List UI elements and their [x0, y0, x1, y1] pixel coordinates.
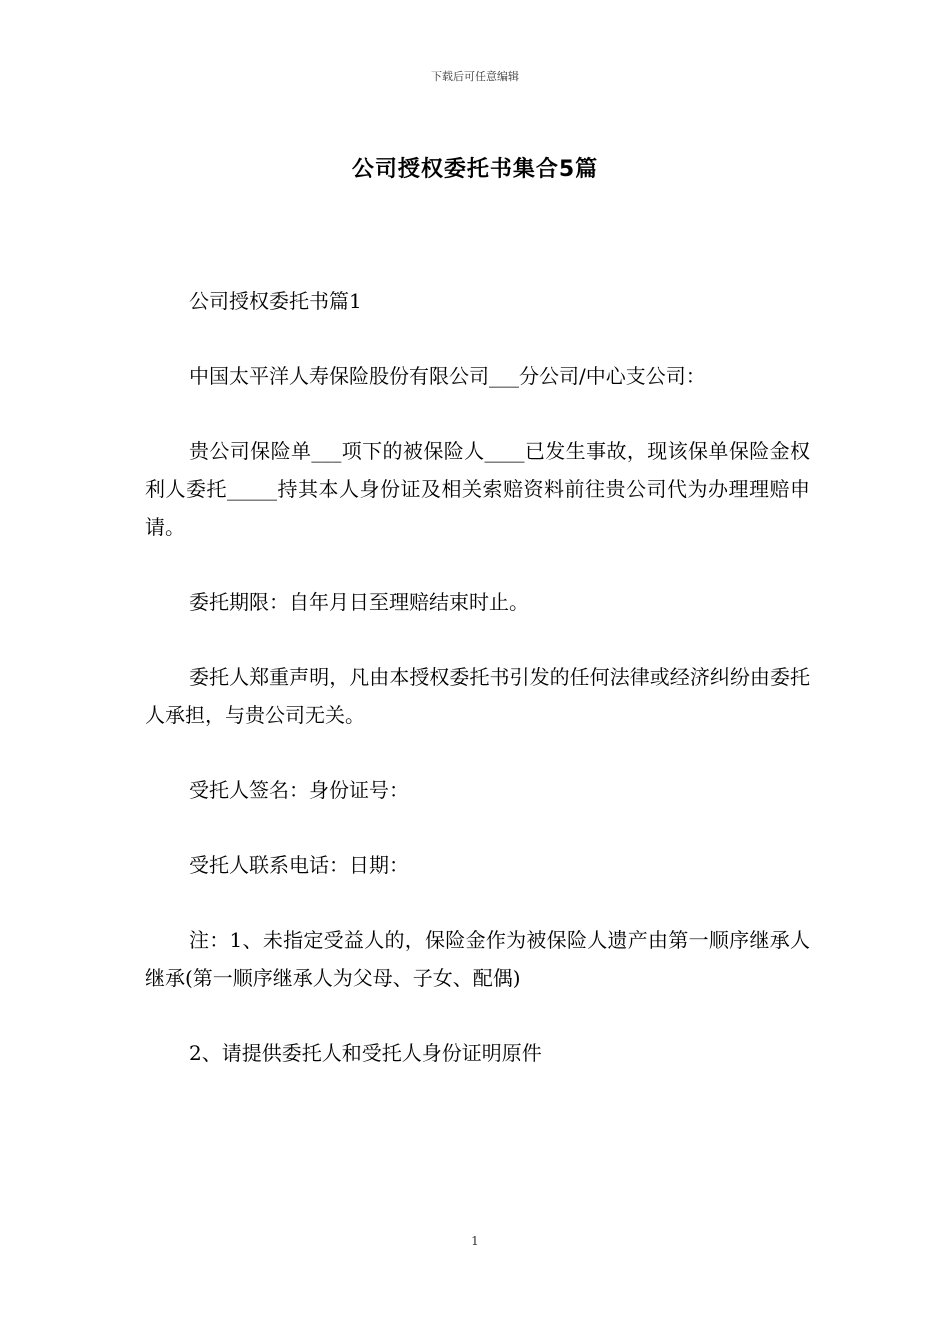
document-body: [145, 282, 810, 1109]
contact-line: 受托人联系电话：日期：: [189, 853, 409, 877]
section-heading: 公司授权委托书篇1: [189, 289, 362, 313]
note-item-2: 2、请提供委托人和受托人身份证明原件: [189, 1041, 542, 1065]
document-title: 公司授权委托书集合5篇: [351, 157, 599, 182]
term-paragraph: 委托期限：自年月日至理赔结束时止。: [189, 590, 529, 614]
note-paragraph: 注：1、未指定受益人的，保险金作为被保险人遗产由第一顺序继承人继承(第一顺序继承人为父母、子女、配偶): [145, 928, 810, 990]
body-paragraph: 贵公司保险单___项下的被保险人____已发生事故，现该保单保险金权利人委托_____持其本人身份证及相关索赔资料前往贵公司代为办理理赔申请。: [145, 439, 810, 539]
page-number: 1: [471, 1234, 479, 1248]
signature-line: 受托人签名：身份证号：: [189, 778, 409, 802]
declaration-paragraph: 委托人郑重声明，凡由本授权委托书引发的任何法律或经济纠纷由委托人承担，与贵公司无关。: [145, 665, 810, 727]
addressee-paragraph: 中国太平洋人寿保险股份有限公司___分公司/中心支公司：: [189, 364, 706, 388]
page-header-note: 下载后可任意编辑: [431, 70, 519, 83]
